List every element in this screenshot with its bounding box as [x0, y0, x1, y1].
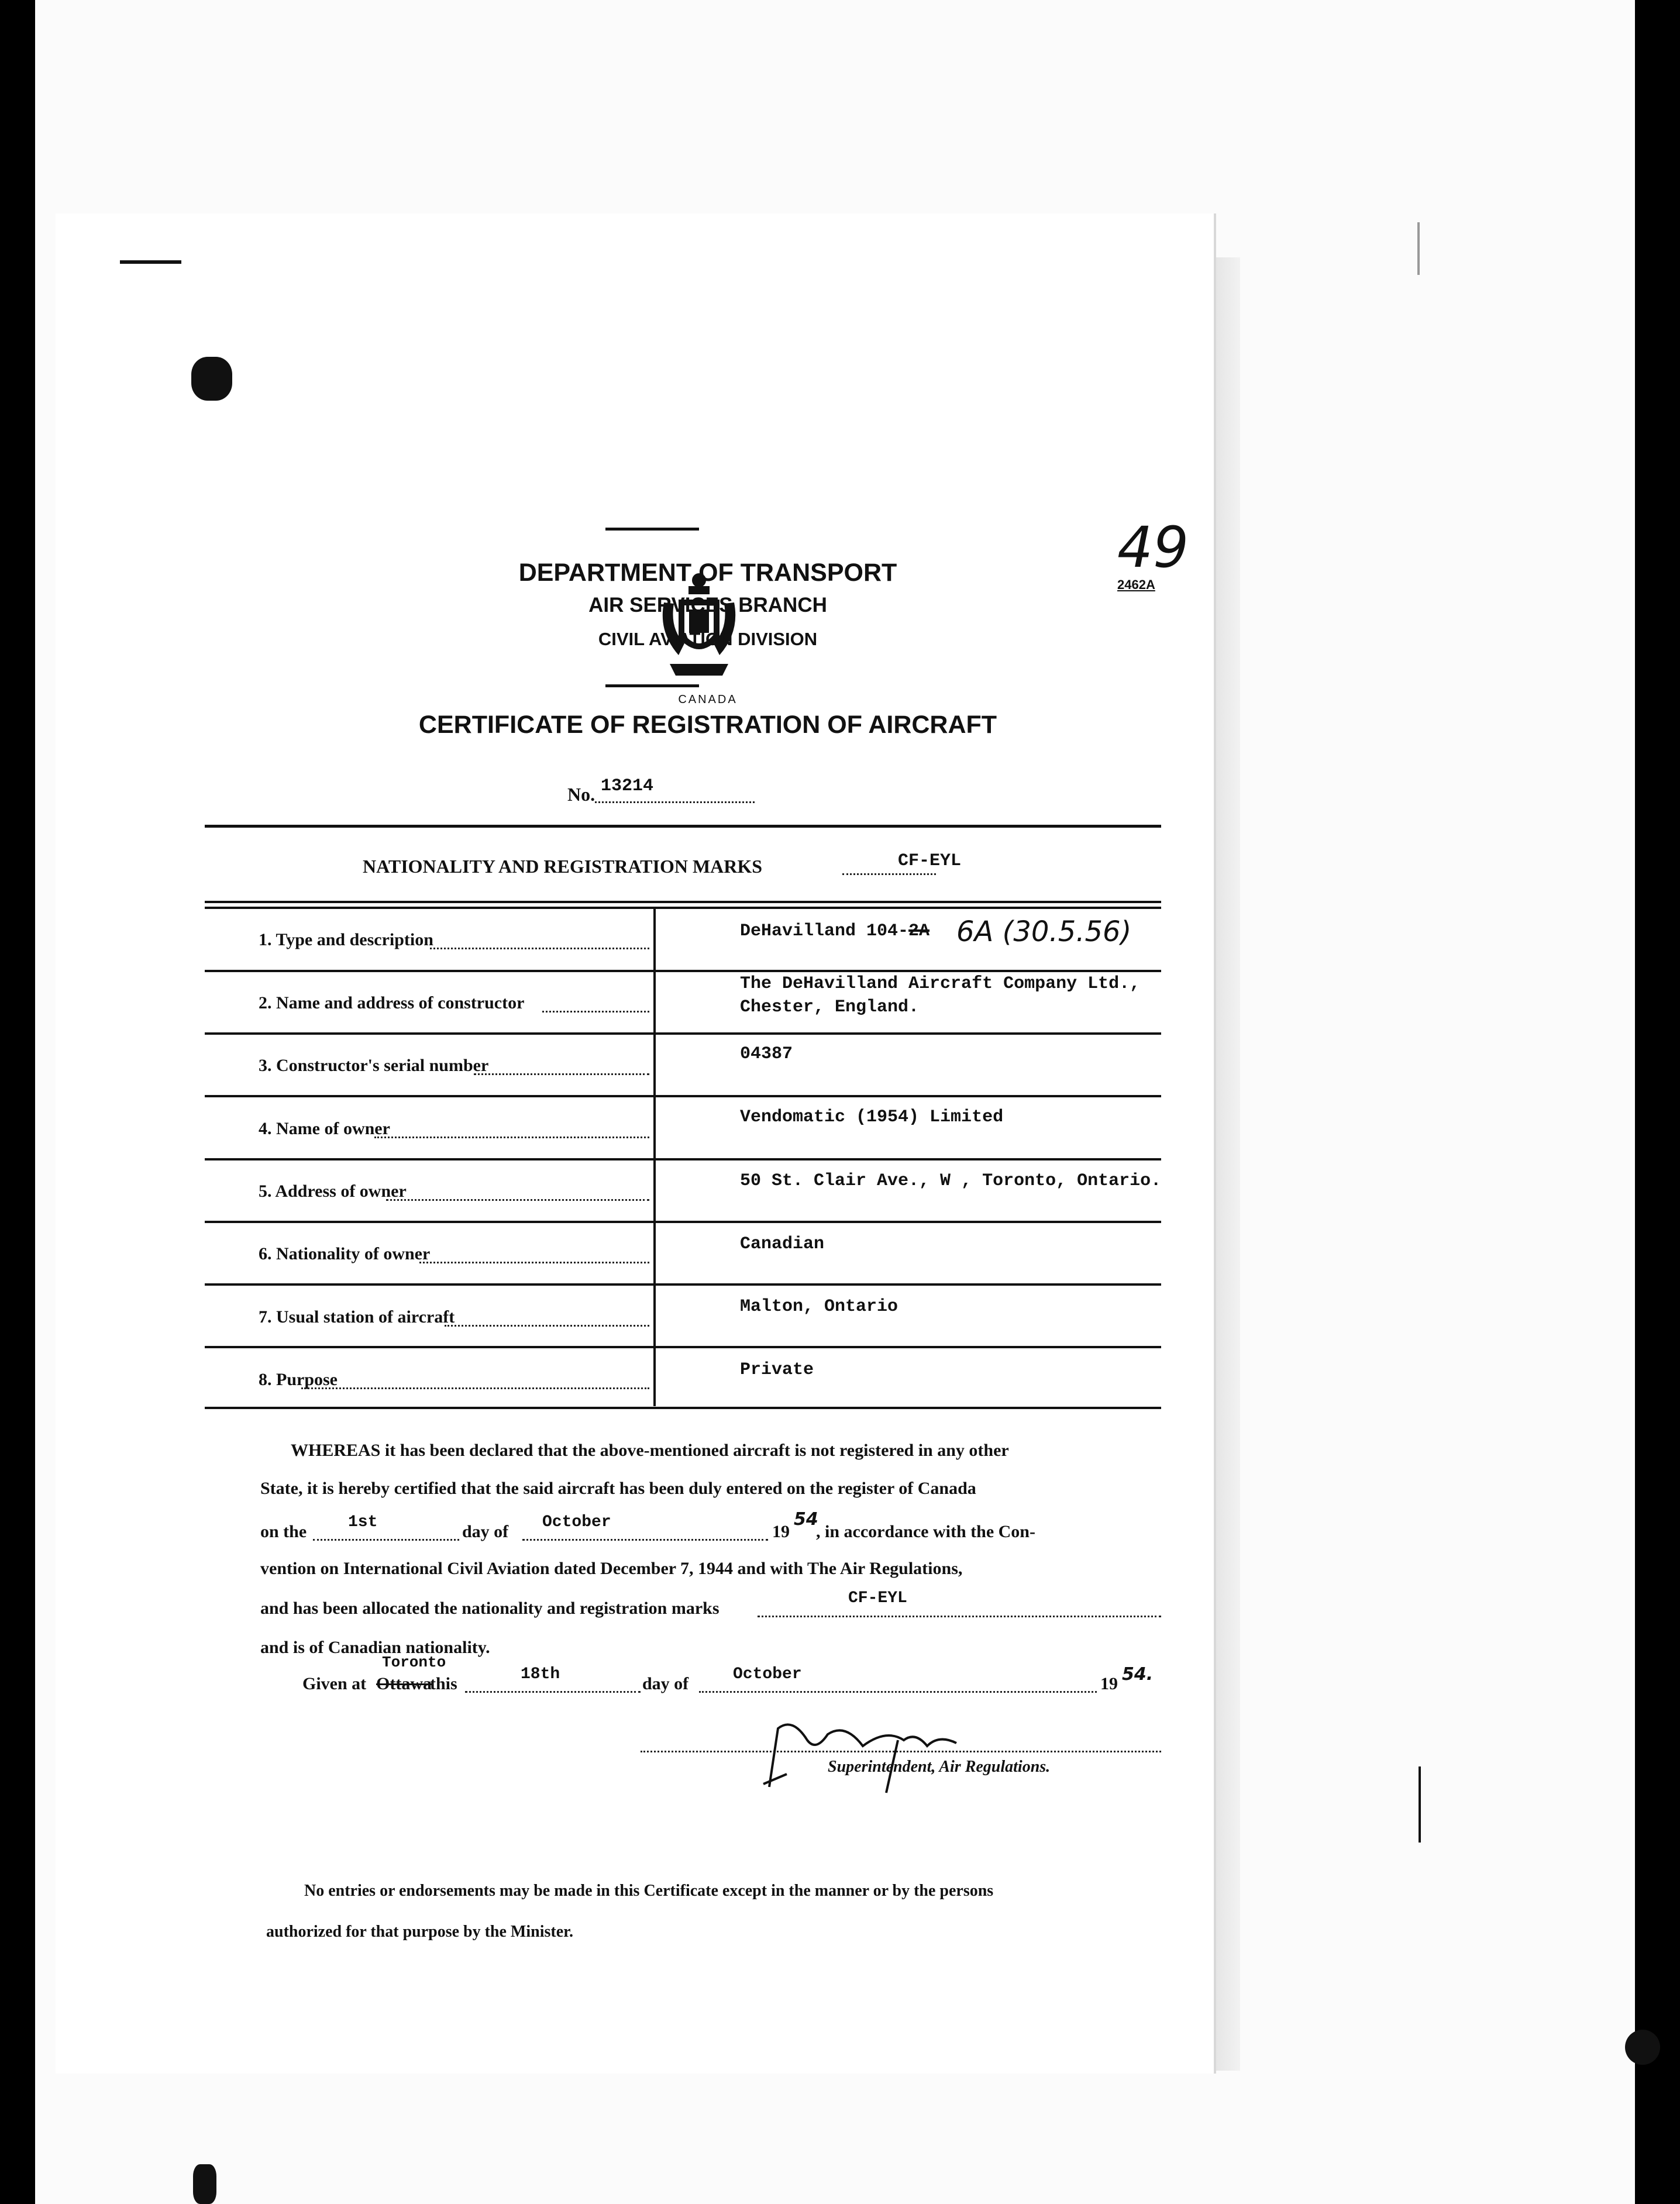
certificate-no-label: No.	[567, 784, 595, 805]
type-handwritten-correction: 6A (30.5.56)	[956, 915, 1132, 948]
punch-hole	[191, 357, 232, 401]
handwritten-page-number: 49	[1117, 515, 1189, 580]
certificate-page	[56, 213, 1214, 2074]
certificate-title: CERTIFICATE OF REGISTRATION OF AIRCRAFT	[418, 711, 997, 739]
table-row-rule	[205, 1283, 1161, 1286]
row-value-constructor: The DeHavilland Aircraft Company Ltd.,	[740, 974, 1141, 994]
whereas-line-4: vention on International Civil Aviation dated December 7, 1944 and with The Air Regulations,	[260, 1559, 963, 1578]
row-dots	[301, 1387, 649, 1389]
whereas-line-3-tail: , in accordance with the Con-	[816, 1522, 1035, 1541]
given-month: October	[733, 1665, 802, 1683]
given-month-dots	[699, 1691, 1097, 1693]
row-label-constructor: 2. Name and address of constructor	[259, 993, 525, 1013]
whereas-line-2: State, it is hereby certified that the said aircraft has been duly entered on the register of Canada	[260, 1479, 976, 1498]
row-value-purpose: Private	[740, 1360, 814, 1380]
table-top-rule-2	[205, 907, 1161, 909]
table-row-rule	[205, 1032, 1161, 1035]
row-value-owner-name: Vendomatic (1954) Limited	[740, 1107, 1004, 1127]
row-dots	[445, 1325, 649, 1327]
row-value-station: Malton, Ontario	[740, 1297, 898, 1317]
whereas-line-6: and is of Canadian nationality.	[260, 1638, 490, 1657]
signature-title: Superintendent, Air Regulations.	[828, 1758, 1051, 1776]
row-label-nationality: 6. Nationality of owner	[259, 1244, 431, 1263]
nationality-marks-value: CF-EYL	[898, 851, 962, 871]
scan-mark	[1419, 1766, 1421, 1843]
whereas-day-of: day of	[462, 1522, 509, 1541]
nationality-marks-dots	[842, 873, 936, 875]
row-value-serial: 04387	[740, 1044, 793, 1064]
row-value-owner-address: 50 St. Clair Ave., W , Toronto, Ontario.	[740, 1171, 1162, 1191]
table-row-rule	[205, 1095, 1161, 1097]
certificate-no-dots	[595, 801, 755, 803]
certificate-number: 13214	[601, 776, 654, 796]
allocated-marks: CF-EYL	[848, 1589, 907, 1607]
marks-dots	[758, 1616, 1161, 1617]
header-rule-top	[605, 528, 699, 531]
row-dots	[474, 1073, 649, 1075]
given-place-struck: Ottawa	[376, 1674, 432, 1693]
given-at-label: Given at	[302, 1674, 367, 1693]
row-label-owner-address: 5. Address of owner	[259, 1182, 407, 1201]
whereas-year-prefix: 19	[772, 1522, 790, 1541]
scan-speck	[193, 2164, 216, 2204]
row-value-type	[740, 921, 929, 941]
row-dots	[419, 1262, 649, 1263]
type-typed: DeHavilland 104-	[740, 921, 909, 941]
row-label-owner-name: 4. Name of owner	[259, 1119, 390, 1138]
crest-caption: CANADA	[678, 693, 738, 706]
footer-line-2: authorized for that purpose by the Minister.	[266, 1923, 573, 1941]
given-this-label: this	[430, 1674, 457, 1693]
row-label-purpose: 8. Purpose	[259, 1370, 338, 1389]
division-title: CIVIL AVIATION DIVISION	[598, 629, 818, 649]
registration-month: October	[542, 1513, 611, 1531]
row-value-nationality: Canadian	[740, 1234, 825, 1254]
given-day-of-label: day of	[642, 1674, 689, 1693]
row-value-constructor-line2: Chester, England.	[740, 997, 920, 1017]
footer-line-1: No entries or endorsements may be made in this Certificate except in the manner or by the persons	[304, 1882, 994, 1900]
type-struck: 2A	[908, 921, 930, 941]
header-rule-bottom	[605, 684, 699, 687]
table-row-rule	[205, 970, 1161, 972]
given-day-dots	[465, 1691, 641, 1693]
whereas-line-1: WHEREAS it has been declared that the above-mentioned aircraft is not registered in any other	[291, 1441, 1009, 1460]
registration-day: 1st	[348, 1513, 378, 1531]
whereas-line-5: and has been allocated the nationality and registration marks	[260, 1599, 719, 1618]
row-dots	[430, 948, 649, 949]
given-day: 18th	[521, 1665, 560, 1683]
scan-speck	[1625, 2030, 1660, 2065]
department-title: DEPARTMENT OF TRANSPORT	[518, 559, 897, 587]
branch-title: AIR SERVICES BRANCH	[588, 594, 827, 617]
row-label-serial: 3. Constructor's serial number	[259, 1056, 489, 1075]
table-bottom-rule	[205, 1407, 1161, 1409]
scan-mark	[1417, 222, 1420, 275]
date-month-dots	[522, 1539, 768, 1541]
given-year-prefix: 19	[1100, 1674, 1118, 1693]
row-dots	[542, 1011, 649, 1013]
rule-above-marks	[205, 825, 1161, 828]
table-row-rule	[205, 1221, 1161, 1223]
table-row-rule	[205, 1158, 1161, 1160]
given-place: Toronto	[382, 1654, 446, 1671]
table-top-rule-1	[205, 901, 1161, 903]
row-dots	[386, 1199, 649, 1201]
nationality-marks-label: NATIONALITY AND REGISTRATION MARKS	[363, 856, 763, 877]
form-code: 2462A	[1117, 577, 1155, 592]
staple-mark	[120, 260, 181, 264]
table-row-rule	[205, 1346, 1161, 1348]
row-label-type: 1. Type and description	[259, 930, 433, 949]
table-column-divider	[653, 909, 656, 1406]
signature-scrawl	[752, 1705, 997, 1799]
registration-year: 54	[794, 1509, 818, 1530]
row-label-station: 7. Usual station of aircraft	[259, 1307, 455, 1327]
date-day-dots	[313, 1539, 459, 1541]
row-dots	[374, 1137, 649, 1138]
given-year: 54.	[1122, 1664, 1154, 1685]
whereas-on-the: on the	[260, 1522, 307, 1541]
